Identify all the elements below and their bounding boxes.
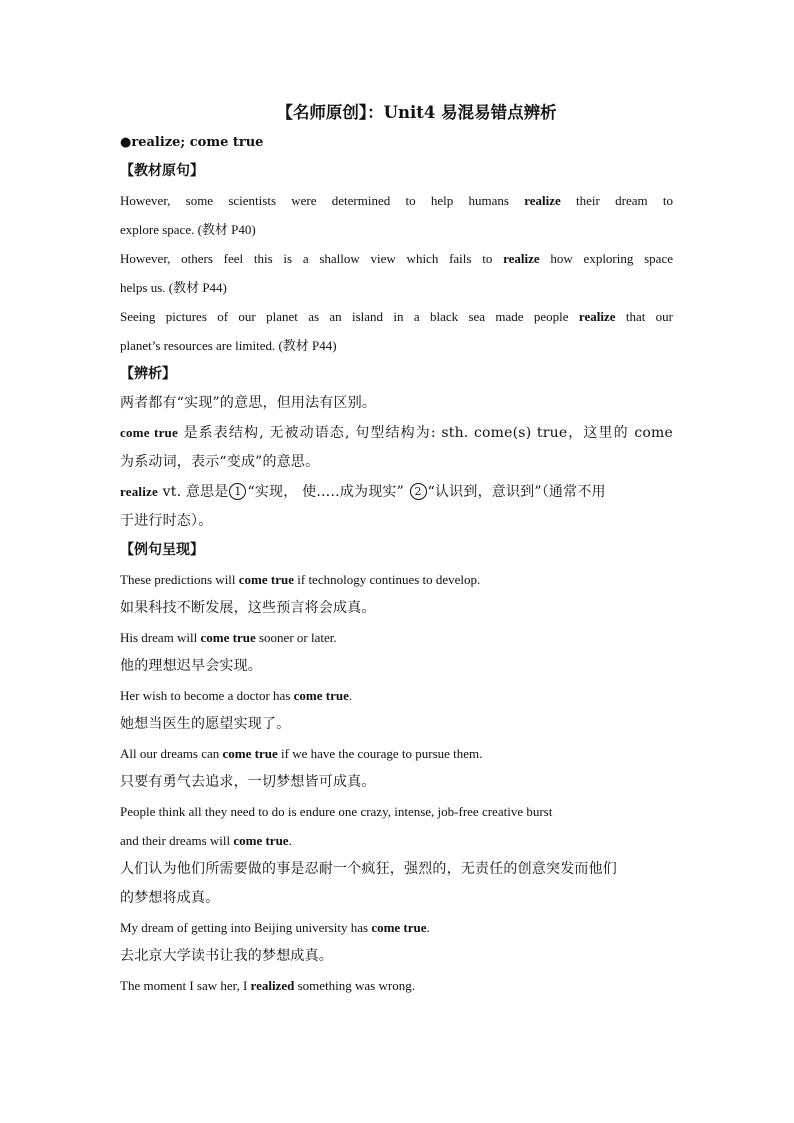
bold-term: realize <box>578 309 616 324</box>
text-run: “实现， 使…..成为现实” <box>247 484 404 500</box>
text-run: My dream of getting into Beijing university has <box>120 920 372 935</box>
text-run: how exploring space <box>539 251 673 266</box>
text-run: However, others feel this is a shallow view which fails to <box>120 251 504 266</box>
example-3-english <box>120 681 673 710</box>
text-run: Her wish to become a doctor has <box>120 688 294 703</box>
text-run: sooner or later. <box>255 630 337 645</box>
bold-term: come true <box>371 920 427 935</box>
text-run: and their dreams will <box>120 833 234 848</box>
text-run: “认识到，意识到”（通常不用 <box>427 484 606 500</box>
example-3-chinese: 她想当医生的愿望实现了。 <box>120 716 291 732</box>
section-textbook-heading: 【教材原句】 <box>120 163 204 179</box>
analysis-line-4 <box>120 477 673 507</box>
section-examples-heading: 【例句呈现】 <box>120 542 204 558</box>
bold-term: come true <box>200 630 256 645</box>
bold-term: come true <box>120 425 178 440</box>
analysis-line-1: 两者都有“实现”的意思，但用法有区别。 <box>120 395 377 411</box>
example-5-chinese-line-1: 人们认为他们所需要做的事是忍耐一个疯狂，强烈的，无责任的创意突发而他们 <box>120 861 617 877</box>
bold-term: come true <box>293 688 349 703</box>
text-run: Seeing pictures of our planet as an island in a black sea made people <box>120 309 579 324</box>
bold-term: realized <box>250 978 295 993</box>
text-run: . <box>348 688 353 703</box>
textbook-sentence-1-line-2: explore space. (教材 P40) <box>120 222 256 237</box>
text-run: The moment I saw her, I <box>120 978 251 993</box>
analysis-line-3: 为系动词，表示“变成”的意思。 <box>120 454 320 470</box>
text-run: These predictions will <box>120 572 239 587</box>
analysis-line-2 <box>120 418 673 448</box>
text-run: 是系表结构, 无被动语态, 句型结构为: sth. come(s) true，这里的 come <box>177 425 673 441</box>
page-title: 【名师原创】：Unit4 易混易错点辨析 <box>276 103 557 122</box>
analysis-line-5: 于进行时态）。 <box>120 513 213 529</box>
bold-term: come true <box>233 833 289 848</box>
text-run: that our <box>615 309 674 324</box>
textbook-sentence-2-line-2: helps us. (教材 P44) <box>120 280 227 295</box>
textbook-sentence-2-line-1 <box>120 244 673 273</box>
example-4-chinese: 只要有勇气去追求，一切梦想皆可成真。 <box>120 774 376 790</box>
example-2-english <box>120 623 673 652</box>
circled-number-one: 1 <box>229 483 246 500</box>
bold-term: realize <box>503 251 540 266</box>
bold-term: come true <box>222 746 278 761</box>
example-7-english <box>120 971 673 1000</box>
textbook-sentence-3-line-2: planet’s resources are limited. (教材 P44) <box>120 338 337 353</box>
text-run: All our dreams can <box>120 746 223 761</box>
example-5-english-line-2 <box>120 826 673 855</box>
bold-term: realize <box>120 484 158 499</box>
text-run: if we have the courage to pursue them. <box>277 746 483 761</box>
text-run: vt. 意思是 <box>157 484 229 500</box>
example-4-english <box>120 739 673 768</box>
text-run: His dream will <box>120 630 201 645</box>
text-run: However, some scientists were determined to help humans <box>120 193 525 208</box>
example-1-chinese: 如果科技不断发展，这些预言将会成真。 <box>120 600 376 616</box>
bold-term: realize <box>524 193 561 208</box>
textbook-sentence-3-line-1 <box>120 302 673 331</box>
text-run: if technology continues to develop. <box>294 572 481 587</box>
topic-heading: ●realize; come true <box>120 135 264 150</box>
example-6-chinese: 去北京大学读书让我的梦想成真。 <box>120 948 333 964</box>
text-run: their dream to <box>560 193 673 208</box>
text-run: . <box>288 833 292 848</box>
circled-number-two: 2 <box>410 483 427 500</box>
example-6-english <box>120 913 673 942</box>
bold-term: come true <box>238 572 294 587</box>
example-5-english-line-1: People think all they need to do is endure one crazy, intense, job-free creative burst <box>120 804 553 819</box>
example-5-chinese-line-2: 的梦想将成真。 <box>120 890 220 906</box>
document-page <box>120 98 673 1000</box>
example-1-english <box>120 565 673 594</box>
text-run: . <box>426 920 430 935</box>
example-2-chinese: 他的理想迟早会实现。 <box>120 658 262 674</box>
text-run: something was wrong. <box>294 978 415 993</box>
section-analysis-heading: 【辨析】 <box>120 366 176 382</box>
textbook-sentence-1-line-1 <box>120 186 673 215</box>
